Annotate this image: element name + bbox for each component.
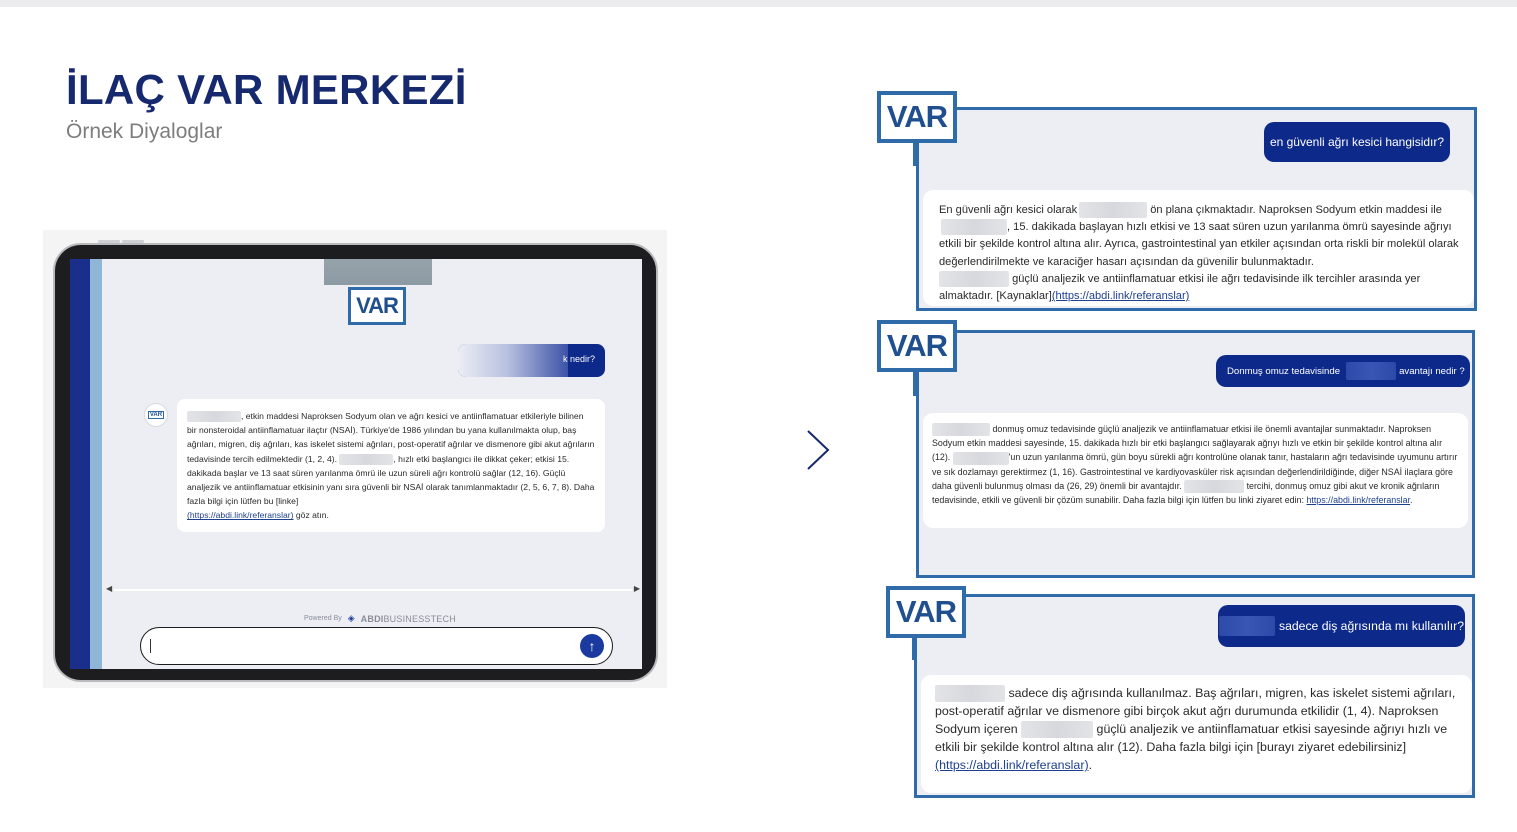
dialog-panel bbox=[914, 594, 1475, 798]
brand-icon: ◈ bbox=[347, 613, 355, 623]
user-message-bubble: Donmuş omuz tedavisinde avantajı nedir ? bbox=[1216, 355, 1470, 387]
var-logo: VAR bbox=[877, 320, 957, 372]
redacted-text bbox=[935, 685, 1005, 702]
scroll-track[interactable] bbox=[114, 589, 632, 591]
scroll-left-icon[interactable]: ◀ bbox=[106, 584, 113, 593]
redacted-text bbox=[458, 344, 568, 377]
redacted-text bbox=[1346, 362, 1396, 380]
horizontal-scrollbar[interactable] bbox=[106, 585, 640, 595]
dialog-panel bbox=[916, 107, 1477, 311]
user-message-text: k nedir? bbox=[562, 354, 595, 364]
send-button[interactable] bbox=[580, 634, 604, 658]
redacted-text bbox=[1219, 616, 1275, 636]
user-message-bubble bbox=[458, 344, 605, 377]
var-logo: VAR bbox=[886, 586, 966, 638]
user-message-bubble bbox=[1264, 122, 1450, 162]
page-title: İLAÇ VAR MERKEZİ bbox=[66, 66, 467, 113]
chat-input[interactable] bbox=[140, 627, 613, 665]
redacted-text bbox=[953, 452, 1009, 465]
bot-message-card: donmuş omuz tedavisinde güçlü analjezik ve antiinflamatuar etkisi ile önemli avantajlar sunmaktadır. Naproksen Sodyum etkin maddesi sayesinde, 15. dakikada hızlı bir etki başlangıcı sağlayarak ağrıyı hızlı ve etkin bir şekilde kontrol altına alır (12). 'un uzun yarılanma ömrü, gün boyu sürekli ağrı kontrolüne olanak tanır, hastaların ağrı tedavisinde uyumunu artırır ve sık dozlamayı gerektirmez (1, 16). Gastrointestinal ve kardiyovasküler risk açısından değerlendirildiğinde, diğer NSAİ ilaçlara göre daha güvenli bulunmuş olması da (26, 29) önemli bir avantajdır. tercihi, donmuş omuz gibi akut ve kronik ağrıların tedavisinde, etkili ve güvenli bir çözüm sunabilir. Daha fazla bilgi için lütfen bu linki ziyaret edin: https://abdi.link/referanslar. bbox=[923, 413, 1468, 528]
redacted-text bbox=[339, 454, 393, 465]
bot-avatar: VAR bbox=[144, 403, 168, 427]
scroll-right-icon[interactable]: ▶ bbox=[633, 584, 640, 593]
var-logo: VAR bbox=[348, 287, 406, 325]
bot-message-card: sadece diş ağrısında kullanılmaz. Baş ağrıları, migren, kas iskelet sistemi ağrıları, post-operatif ağrılar ve dismenore gibi birçok akut ağrı durumunda etkilidir (1, 4). Naproksen Sodyum içeren güçlü analjezik ve antiinflamatuar etkisi sayesinde ağrıyı hızlı ve etkili bir şekilde kontrol altına alır (12). Daha fazla bilgi için [burayı ziyaret edebilirsiniz] (https://abdi.link/referanslar). bbox=[921, 675, 1472, 793]
tablet-hardware-button bbox=[98, 240, 120, 243]
redacted-text bbox=[1184, 480, 1244, 493]
reference-link[interactable]: (https://abdi.link/referanslar) bbox=[935, 758, 1089, 773]
redacted-header bbox=[324, 259, 432, 285]
var-logo: VAR bbox=[877, 91, 957, 143]
flow-arrow-icon bbox=[722, 428, 834, 474]
reference-link[interactable]: (https://abdi.link/referanslar) bbox=[187, 510, 294, 521]
user-message-text: en güvenli ağrı kesici hangisidır? bbox=[1269, 135, 1445, 149]
tablet-hardware-button bbox=[122, 240, 144, 243]
dialog-panel bbox=[916, 330, 1475, 578]
redacted-text bbox=[939, 271, 1009, 287]
redacted-text bbox=[187, 411, 241, 422]
tablet-screen bbox=[70, 259, 642, 669]
powered-by: Powered By ◈ ABDIBUSINESSTECH bbox=[304, 613, 456, 624]
reference-link[interactable]: (https://abdi.link/referanslar) bbox=[1051, 290, 1190, 303]
user-message-bubble bbox=[1218, 605, 1465, 647]
top-bar bbox=[0, 0, 1517, 7]
sidebar-strip-light bbox=[90, 259, 102, 669]
text-caret bbox=[150, 639, 151, 653]
sidebar-strip bbox=[70, 259, 90, 669]
user-message-text: sadece diş ağrısında mı kullanılır? bbox=[1279, 619, 1464, 633]
bot-message-card: En güvenli ağrı kesici olarak ön plana çıkmaktadır. Naproksen Sodyum etkin maddesi ile, 15. dakikada başlayan hızlı etkisi ve 13 saat süren uzun yarılanma ömrü sayesinde ağrıyı etkili bir şekilde kontrol altına alır. Ayrıca, gastrointestinal yan etkiler açısından orta riskli bir molekül olarak değerlendirilmekte ve karaciğer hasarı açısından da güvenilir bulunmaktadır. güçlü analjezik ve antiinflamatuar etkisi ile ağrı tedavisinde ilk tercihler arasında yer almaktadır. [Kaynaklar](https://abdi.link/referanslar) bbox=[923, 190, 1474, 306]
bot-message-bubble: , etkin maddesi Naproksen Sodyum olan ve ağrı kesici ve antiinflamatuar etkileriyle bilinen bir nonsteroidal antiinflamatuar ilaçtır (NSAİ). Türkiye'de 1986 yılından bu yana kullanılmakta olup, baş ağrıları, migren, diş ağrıları, kas iskelet sistemi ağrıları, post-operatif ağrılar ve dismenore gibi akut ağrıların tedavisinde tercih edilmektedir (1, 2, 4). , hızlı etki başlangıcı ile dikkat çeker; etkisi 15. dakikada başlar ve 13 saat süren yarılanma ömrü ile uzun süreli ağrı kontrolü sağlar (12, 16). Güçlü analjezik ve antiinflamatuar etkisinin yanı sıra güvenli bir NSAİ olarak tanımlanmaktadır (2, 5, 6, 7, 8). Daha fazla bilgi için lütfen bu [linke] (https://abdi.link/referanslar) göz atın. bbox=[177, 399, 605, 532]
reference-link[interactable]: https://abdi.link/referanslar bbox=[1306, 495, 1411, 506]
redacted-text bbox=[1021, 721, 1093, 738]
redacted-text bbox=[1079, 202, 1147, 218]
page-subtitle: Örnek Diyaloglar bbox=[66, 120, 223, 143]
redacted-text bbox=[941, 219, 1007, 235]
redacted-text bbox=[932, 423, 990, 436]
arrow-up-icon: ↑ bbox=[588, 638, 596, 654]
